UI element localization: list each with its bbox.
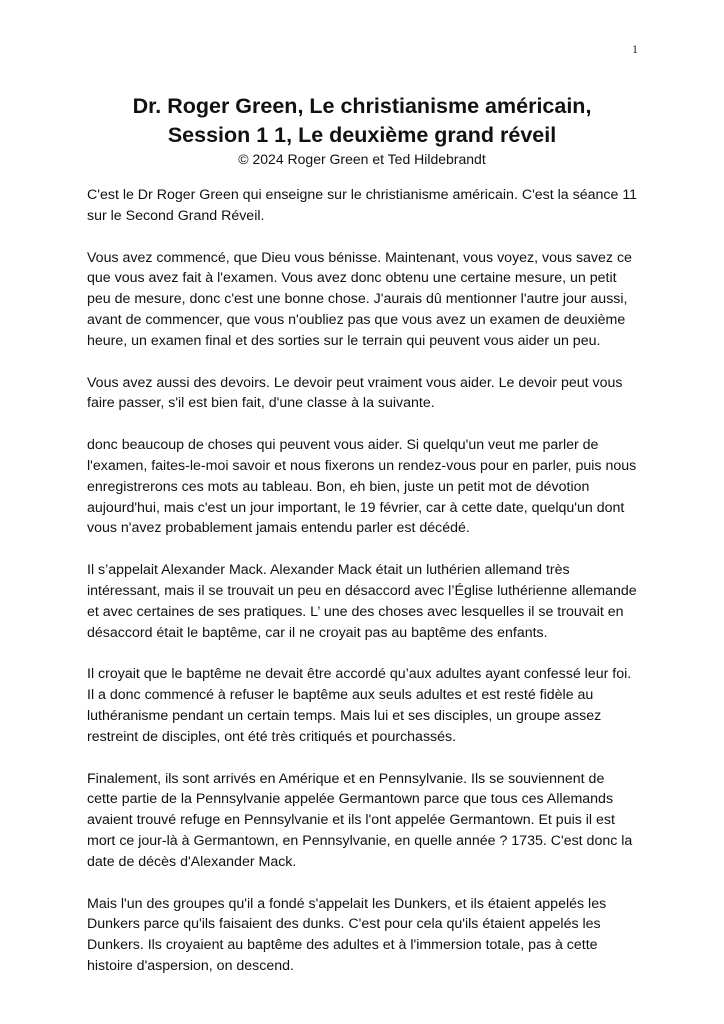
paragraph: donc beaucoup de choses qui peuvent vous aider. Si quelqu'un veut me parler de l'examen, faites-le-moi savoir et nous fixerons un rendez-vous pour en parler, puis nous enregistrerons ces mots au tableau. Bon, eh bien, juste un petit mot de dévotion aujourd'hui, mais c'est un jour important, le 19 février, car à cette date, quelqu'un dont vous n'avez probablement jamais entendu parler est décédé. — [87, 437, 637, 537]
paragraph: Vous avez aussi des devoirs. Le devoir peut vraiment vous aider. Le devoir peut vous faire passer, s'il est bien fait, d'une classe à la suivante. — [87, 374, 623, 412]
title-line-1: Dr. Roger Green, Le christianisme américain, — [132, 94, 592, 118]
document-header — [0, 92, 724, 169]
copyright-notice: © 2024 Roger Green et Ted Hildebrandt — [238, 151, 486, 167]
page-number: 1 — [632, 42, 638, 56]
paragraph: Vous avez commencé, que Dieu vous bénisse. Maintenant, vous voyez, vous savez ce que vous avez fait à l'examen. Vous avez donc obtenu une certaine mesure, un petit peu de mesure, donc c'est une bonne chose. J'aurais dû mentionner l'autre jour aussi, avant de commencer, que vous n'oubliez pas que vous avez un examen de deuxième heure, un examen final et des sorties sur le terrain qui peuvent vous aider un peu. — [87, 249, 632, 349]
transcript-body — [87, 185, 639, 998]
paragraph: Il croyait que le baptême ne devait être accordé qu’aux adultes ayant confessé leur foi. Il a donc commencé à refuser le baptême aux seuls adultes et est resté fidèle au luthéranisme pendant un certain temps. Mais lui et ses disciples, un groupe assez restreint de disciples, ont été très critiqués et pourchassés. — [87, 666, 632, 745]
paragraph: Mais l'un des groupes qu'il a fondé s'appelait les Dunkers, et ils étaient appelés les Dunkers parce qu'ils faisaient des dunks. C'est pour cela qu'ils étaient appelés les Dunkers. Ils croyaient au baptême des adultes et à l'immersion totale, pas à cette histoire d'aspersion, on descend. — [87, 895, 607, 974]
title-line-2: Session 1 1, Le deuxième grand réveil — [167, 123, 557, 147]
paragraph: Il s’appelait Alexander Mack. Alexander Mack était un luthérien allemand très intéressant, mais il se trouvait un peu en désaccord avec l’Église luthérienne allemande et avec certaines de ses pratiques. L’ une des choses avec lesquelles il se trouvait en désaccord était le baptême, car il ne croyait pas au baptême des enfants. — [87, 562, 637, 641]
paragraph: C'est le Dr Roger Green qui enseigne sur le christianisme américain. C'est la séance 11 sur le Second Grand Réveil. — [87, 187, 638, 224]
paragraph: Finalement, ils sont arrivés en Amérique et en Pennsylvanie. Ils se souviennent de cette partie de la Pennsylvanie appelée Germantown parce que tous ces Allemands avaient trouvé refuge en Pennsylvanie et ils l'ont appelée Germantown. Et puis il est mort ce jour-là à Germantown, en Pennsylvanie, en quelle année ? 1735. C'est donc la date de décès d'Alexander Mack. — [87, 770, 633, 870]
